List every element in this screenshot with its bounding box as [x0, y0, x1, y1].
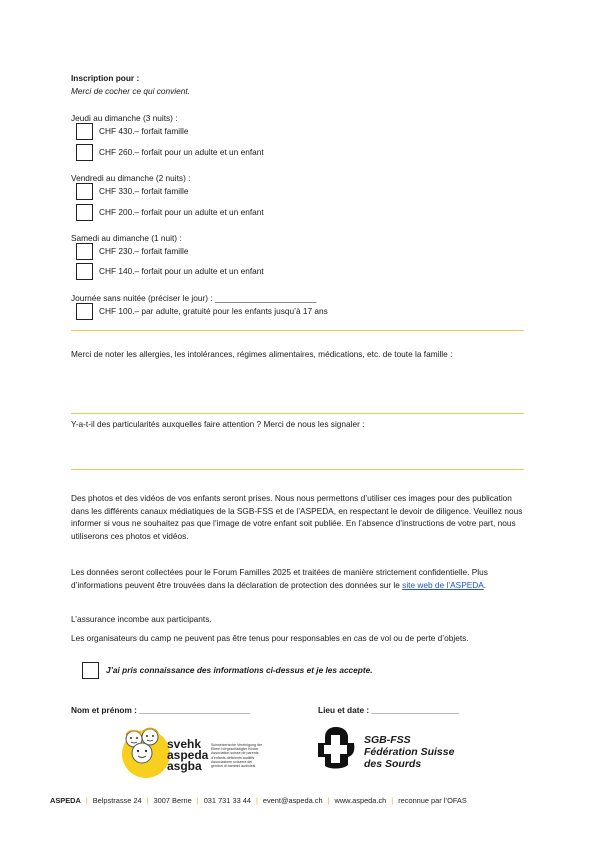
checkbox-2n-family[interactable] [76, 183, 93, 200]
group-label-2-nights: Vendredi au dimanche (2 nuits) : [71, 173, 191, 183]
checkbox-3n-family[interactable] [76, 123, 93, 140]
footer-recognition: reconnue par l’OFAS [398, 796, 467, 805]
place-date-field[interactable]: Lieu et date : ___________________ [318, 705, 460, 715]
data-protection-end: . [483, 579, 487, 590]
group-label-3-nights: Jeudi au dimanche (3 nuits) : [71, 113, 178, 123]
allergies-answer-line[interactable] [71, 413, 524, 414]
option-2n-adult-child: CHF 200.– forfait pour un adulte et un enfant [99, 207, 264, 217]
accept-label: J’ai pris connaissance des informations ci-dessus et je les accepte. [106, 665, 373, 675]
aspeda-website-link[interactable]: site web de l’ASPEDA [402, 579, 484, 590]
option-3n-adult-child: CHF 260.– forfait pour un adulte et un enfant [99, 147, 264, 157]
logo-federation: Fédération Suisse [364, 746, 455, 758]
checkbox-2n-adult-child[interactable] [76, 204, 93, 221]
aspeda-logo-icon [120, 727, 172, 779]
footer-phone: 031 731 33 44 [203, 796, 251, 805]
footer-street: Belpstrasse 24 [92, 796, 142, 805]
liability-paragraph: Les organisateurs du camp ne peuvent pas être tenus pour responsables en cas de vol ou de perte d’objets. [71, 633, 469, 643]
logo-des-sourds: des Sourds [364, 758, 422, 770]
divider [71, 330, 524, 331]
footer-email[interactable]: event@aspeda.ch [262, 796, 323, 805]
option-3n-family: CHF 430.– forfait famille [99, 126, 189, 136]
checkbox-1n-adult-child[interactable] [76, 263, 93, 280]
option-2n-family: CHF 330.– forfait famille [99, 186, 189, 196]
name-field[interactable]: Nom et prénom : ________________________ [71, 705, 250, 715]
footer: ASPEDA | Belpstrasse 24 | 3007 Berne | 031 731 33 44 | event@aspeda.ch | www.aspeda.ch | reconnue par l’OFAS [50, 796, 467, 805]
footer-city: 3007 Berne [153, 796, 192, 805]
photos-paragraph: Des photos et des vidéos de vos enfants seront prises. Nous nous permettons d’utiliser ces images pour des publication dans les différents canaux médiatiques de la SGB-FSS et de l’ASPEDA, en respectant le devoir de diligence. Veuillez nous informer si vous ne souhaitez pas que l’image de votre enfant soit publiée. En l’absence d’instructions de votre part, nous utiliserons ces photos et vidéos. [71, 493, 523, 542]
option-1n-family: CHF 230.– forfait famille [99, 246, 189, 256]
data-protection-text: Les données seront collectées pour le Forum Familles 2025 et traitées de manière strictement confidentielle. Plus d’informations peuvent être trouvées dans la déclaration de protection des données sur le [71, 567, 488, 590]
insurance-paragraph: L’assurance incombe aux participants. [71, 614, 212, 624]
group-label-1-night: Samedi au dimanche (1 nuit) : [71, 233, 182, 243]
data-protection-paragraph [71, 566, 524, 591]
option-day-adult: CHF 100.– par adulte, gratuité pour les enfants jusqu’à 17 ans [99, 306, 328, 316]
logo-sgb-fss: SGB-FSS [364, 734, 411, 746]
form-title: Inscription pour : [71, 73, 140, 83]
option-1n-adult-child: CHF 140.– forfait pour un adulte et un enfant [99, 266, 264, 276]
group-label-day: Journée sans nuitée (préciser le jour) : ______________________ [71, 293, 317, 303]
particularities-question: Y-a-t-il des particularités auxquelles faire attention ? Merci de nous les signaler : [71, 419, 365, 429]
particularities-answer-line[interactable] [71, 469, 524, 470]
footer-website[interactable]: www.aspeda.ch [334, 796, 387, 805]
checkbox-3n-adult-child[interactable] [76, 144, 93, 161]
checkbox-1n-family[interactable] [76, 243, 93, 260]
sgb-fss-cross-hand-icon [316, 725, 356, 771]
form-subtitle: Merci de cocher ce qui convient. [71, 86, 190, 96]
logo-asgba: asgba [167, 759, 202, 773]
sgb-fss-logo [316, 725, 476, 780]
logo-aspeda: aspeda [167, 748, 209, 762]
allergies-question: Merci de noter les allergies, les intolérances, régimes alimentaires, médications, etc. de toute la famille : [71, 349, 453, 359]
logo-small-text: Schweizerische Vereinigung der Eltern hörgeschädigter Kinder Association suisse de parents d’enfants déficients auditifs Associazione svizzera dei genitori di bambini audiolesi [211, 743, 263, 769]
checkbox-day-adult[interactable] [76, 303, 93, 320]
logo-svehk: svehk [167, 737, 202, 751]
footer-org: ASPEDA [50, 796, 81, 805]
aspeda-logo [120, 725, 280, 780]
checkbox-accept[interactable] [82, 662, 99, 679]
